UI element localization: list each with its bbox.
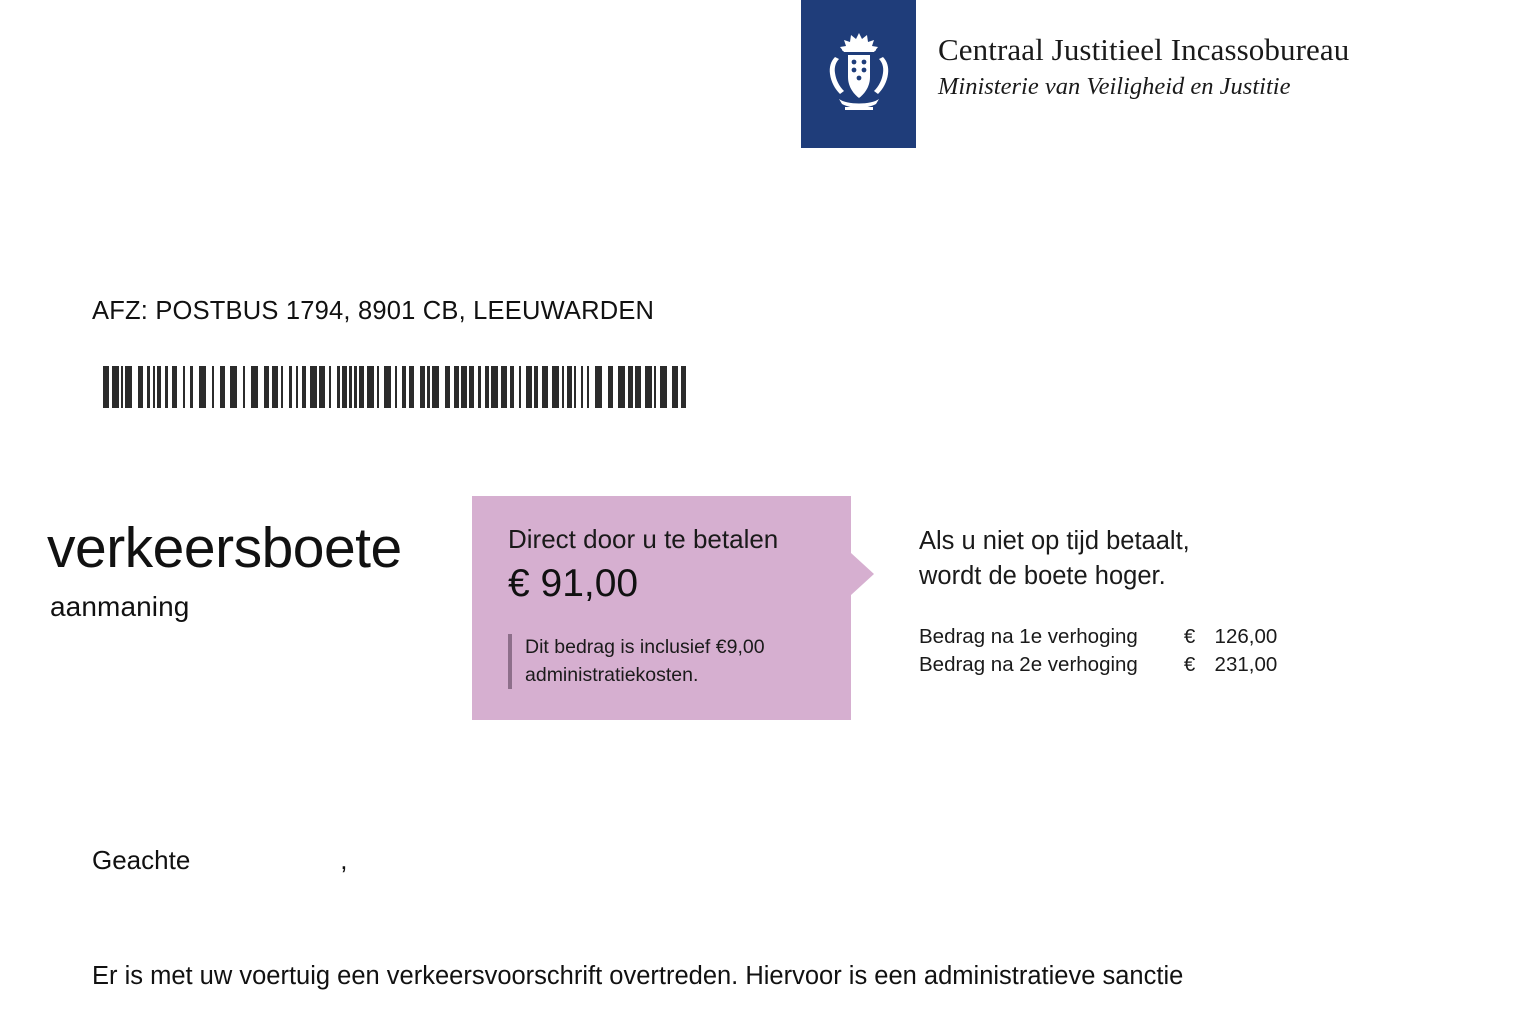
increase-amounts-table (919, 623, 1277, 679)
letterhead-text (916, 0, 1349, 101)
increase-value: 231,00 (1214, 653, 1278, 677)
page-title: verkeersboete (47, 516, 402, 580)
table-row (919, 623, 1277, 651)
salutation-comma: , (340, 845, 348, 875)
document-title-block (47, 516, 402, 623)
increase-label: Bedrag na 2e verhoging (919, 653, 1138, 677)
table-row (919, 651, 1277, 679)
amount-callout-label: Direct door u te betalen (508, 524, 779, 554)
letterhead (801, 0, 1349, 148)
postal-barcode (103, 366, 691, 408)
late-payment-lead-line-2: wordt de boete hoger. (919, 561, 1166, 590)
increase-currency: € (1183, 625, 1196, 649)
late-payment-lead-line-1: Als u niet op tijd betaalt, (919, 527, 1190, 555)
callout-pointer-icon (851, 553, 874, 595)
page-subtitle: aanmaning (50, 591, 190, 622)
late-payment-info (919, 524, 1339, 679)
ministry-name: Ministerie van Veiligheid en Justitie (938, 72, 1291, 100)
increase-label: Bedrag na 1e verhoging (919, 625, 1138, 649)
amount-due: € 91,00 (508, 562, 639, 605)
increase-currency: € (1183, 653, 1196, 677)
sender-address-line: AFZ: POSTBUS 1794, 8901 CB, LEEUWARDEN (92, 297, 655, 325)
amount-callout (472, 496, 851, 720)
admin-costs-note: Dit bedrag is inclusief €9,00 administratiekosten. (508, 634, 825, 689)
salutation-text: Geachte (92, 845, 191, 875)
logo-bar (801, 0, 916, 148)
body-paragraph: Er is met uw voertuig een verkeersvoorschrift overtreden. Hiervoor is een administratieve sanctie (92, 962, 1184, 990)
salutation-line (92, 845, 348, 876)
netherlands-coat-of-arms-icon (819, 29, 899, 119)
increase-value: 126,00 (1214, 625, 1278, 649)
organisation-name: Centraal Justitieel Incassobureau (938, 32, 1350, 67)
